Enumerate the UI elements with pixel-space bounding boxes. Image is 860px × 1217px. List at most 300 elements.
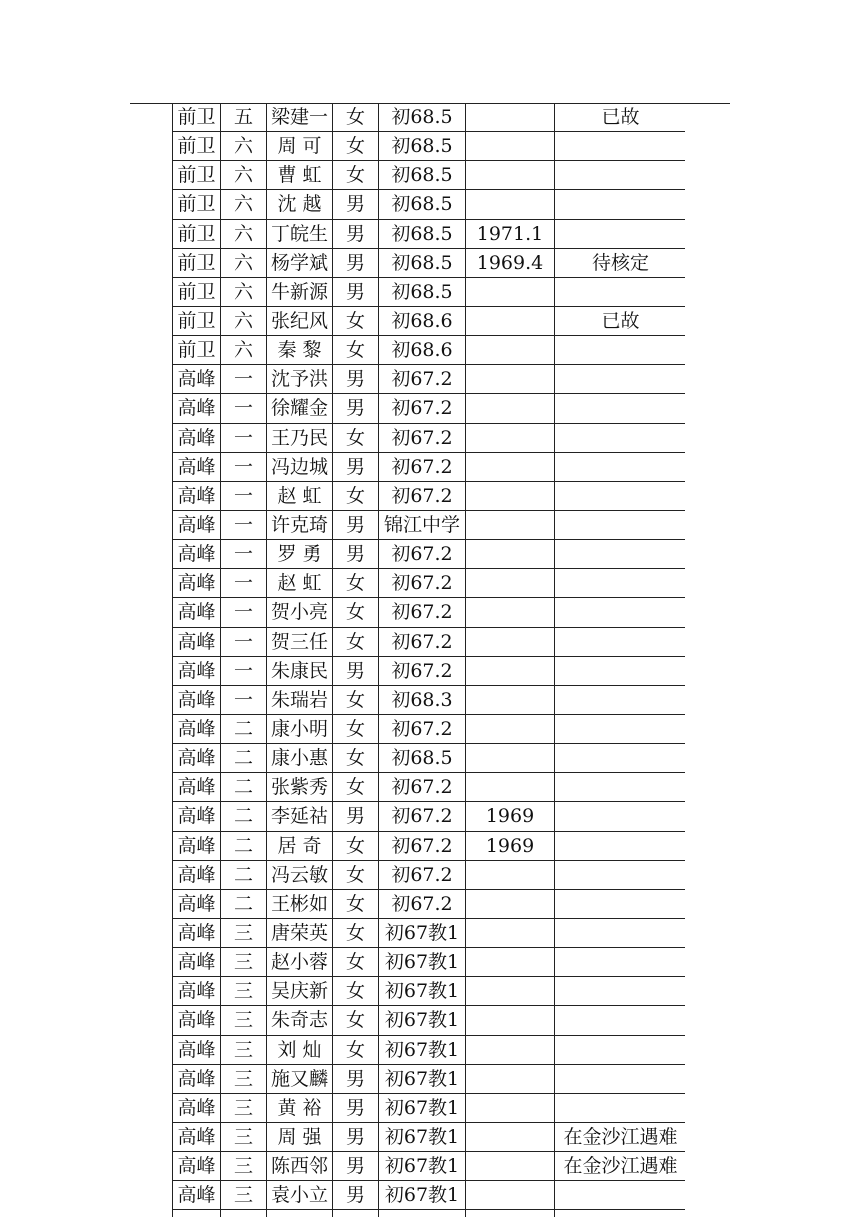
name-cell: 陈西邻 bbox=[267, 1152, 333, 1181]
grade-cell: 初67.2 bbox=[379, 656, 466, 685]
grade-cell: 初67.2 bbox=[379, 481, 466, 510]
class-cell: 一 bbox=[221, 481, 267, 510]
grade-cell: 初67.2 bbox=[379, 627, 466, 656]
date-cell bbox=[466, 132, 555, 161]
grade-cell: 初67教1 bbox=[379, 1181, 466, 1210]
class-cell: 三 bbox=[221, 977, 267, 1006]
school-cell bbox=[173, 1210, 221, 1217]
name-cell: 杨学斌 bbox=[267, 248, 333, 277]
grade-cell: 初67.2 bbox=[379, 598, 466, 627]
class-cell: 二 bbox=[221, 714, 267, 743]
grade-cell: 初68.5 bbox=[379, 103, 466, 132]
table-row bbox=[173, 1152, 686, 1181]
class-cell: 一 bbox=[221, 627, 267, 656]
date-cell bbox=[466, 1152, 555, 1181]
class-cell: 三 bbox=[221, 1035, 267, 1064]
gender-cell: 男 bbox=[333, 802, 379, 831]
name-cell: 赵 虹 bbox=[267, 569, 333, 598]
name-cell: 赵小蓉 bbox=[267, 948, 333, 977]
table-row bbox=[173, 1006, 686, 1035]
table-row bbox=[173, 365, 686, 394]
school-cell: 高峰 bbox=[173, 977, 221, 1006]
grade-cell: 初68.5 bbox=[379, 132, 466, 161]
name-cell: 罗 勇 bbox=[267, 540, 333, 569]
grade-cell: 初67教1 bbox=[379, 1035, 466, 1064]
date-cell bbox=[466, 598, 555, 627]
gender-cell: 男 bbox=[333, 1064, 379, 1093]
school-cell: 高峰 bbox=[173, 598, 221, 627]
name-cell: 徐耀金 bbox=[267, 394, 333, 423]
grade-cell: 初67.2 bbox=[379, 831, 466, 860]
roster-sheet bbox=[172, 103, 685, 1217]
class-cell: 六 bbox=[221, 277, 267, 306]
gender-cell: 男 bbox=[333, 540, 379, 569]
table-row bbox=[173, 860, 686, 889]
gender-cell: 女 bbox=[333, 889, 379, 918]
school-cell: 高峰 bbox=[173, 510, 221, 539]
gender-cell: 女 bbox=[333, 831, 379, 860]
table-row bbox=[173, 918, 686, 947]
table-row bbox=[173, 219, 686, 248]
name-cell: 曹 虹 bbox=[267, 161, 333, 190]
name-cell: 牛新源 bbox=[267, 277, 333, 306]
school-cell: 前卫 bbox=[173, 103, 221, 132]
gender-cell: 女 bbox=[333, 714, 379, 743]
name-cell: 施又麟 bbox=[267, 1064, 333, 1093]
grade-cell: 初68.6 bbox=[379, 336, 466, 365]
school-cell: 高峰 bbox=[173, 423, 221, 452]
date-cell: 1971.1 bbox=[466, 219, 555, 248]
note-cell bbox=[555, 394, 686, 423]
gender-cell: 女 bbox=[333, 1006, 379, 1035]
name-cell: 沈予洪 bbox=[267, 365, 333, 394]
date-cell: 1969.4 bbox=[466, 248, 555, 277]
grade-cell: 初67.2 bbox=[379, 889, 466, 918]
school-cell: 高峰 bbox=[173, 889, 221, 918]
name-cell: 许克琦 bbox=[267, 510, 333, 539]
table-row bbox=[173, 744, 686, 773]
class-cell: 六 bbox=[221, 306, 267, 335]
table-row bbox=[173, 889, 686, 918]
name-cell: 朱瑞岩 bbox=[267, 685, 333, 714]
note-cell bbox=[555, 831, 686, 860]
gender-cell: 女 bbox=[333, 336, 379, 365]
gender-cell: 女 bbox=[333, 1035, 379, 1064]
class-cell: 二 bbox=[221, 744, 267, 773]
grade-cell: 初67.2 bbox=[379, 365, 466, 394]
note-cell bbox=[555, 948, 686, 977]
note-cell: 待核定 bbox=[555, 248, 686, 277]
gender-cell: 女 bbox=[333, 860, 379, 889]
note-cell bbox=[555, 889, 686, 918]
note-cell bbox=[555, 977, 686, 1006]
note-cell: 在金沙江遇难 bbox=[555, 1152, 686, 1181]
name-cell: 沈 越 bbox=[267, 190, 333, 219]
note-cell bbox=[555, 190, 686, 219]
note-cell bbox=[555, 918, 686, 947]
school-cell: 高峰 bbox=[173, 918, 221, 947]
name-cell: 康小惠 bbox=[267, 744, 333, 773]
date-cell bbox=[466, 977, 555, 1006]
table-row bbox=[173, 132, 686, 161]
gender-cell: 女 bbox=[333, 948, 379, 977]
table-row bbox=[173, 977, 686, 1006]
class-cell: 六 bbox=[221, 336, 267, 365]
table-row bbox=[173, 394, 686, 423]
gender-cell: 男 bbox=[333, 1181, 379, 1210]
class-cell: 三 bbox=[221, 1064, 267, 1093]
class-cell: 一 bbox=[221, 365, 267, 394]
class-cell: 五 bbox=[221, 103, 267, 132]
date-cell bbox=[466, 1035, 555, 1064]
gender-cell: 女 bbox=[333, 685, 379, 714]
note-cell bbox=[555, 1093, 686, 1122]
date-cell bbox=[466, 948, 555, 977]
table-row bbox=[173, 948, 686, 977]
school-cell: 前卫 bbox=[173, 190, 221, 219]
grade-cell: 初67.2 bbox=[379, 394, 466, 423]
gender-cell: 男 bbox=[333, 1122, 379, 1151]
grade-cell: 初68.5 bbox=[379, 190, 466, 219]
grade-cell: 初67.2 bbox=[379, 860, 466, 889]
grade-cell: 初68.5 bbox=[379, 161, 466, 190]
school-cell: 高峰 bbox=[173, 365, 221, 394]
table-row bbox=[173, 685, 686, 714]
gender-cell: 男 bbox=[333, 365, 379, 394]
school-cell: 高峰 bbox=[173, 1152, 221, 1181]
date-cell bbox=[466, 365, 555, 394]
table-row bbox=[173, 1064, 686, 1093]
note-cell bbox=[555, 161, 686, 190]
table-row bbox=[173, 510, 686, 539]
date-cell bbox=[466, 1093, 555, 1122]
name-cell: 张紫秀 bbox=[267, 773, 333, 802]
school-cell: 高峰 bbox=[173, 860, 221, 889]
class-cell: 六 bbox=[221, 161, 267, 190]
grade-cell: 初67.2 bbox=[379, 540, 466, 569]
note-cell bbox=[555, 773, 686, 802]
school-cell: 高峰 bbox=[173, 1181, 221, 1210]
grade-cell: 初68.5 bbox=[379, 277, 466, 306]
table-row bbox=[173, 598, 686, 627]
school-cell: 前卫 bbox=[173, 248, 221, 277]
school-cell: 高峰 bbox=[173, 452, 221, 481]
grade-cell: 初67.2 bbox=[379, 802, 466, 831]
class-cell: 一 bbox=[221, 598, 267, 627]
date-cell bbox=[466, 656, 555, 685]
table-row bbox=[173, 306, 686, 335]
gender-cell: 男 bbox=[333, 1152, 379, 1181]
note-cell bbox=[555, 656, 686, 685]
name-cell: 唐荣英 bbox=[267, 918, 333, 947]
note-cell: 在金沙江遇难 bbox=[555, 1122, 686, 1151]
note-cell bbox=[555, 365, 686, 394]
grade-cell: 初67教1 bbox=[379, 1006, 466, 1035]
grade-cell: 初67教1 bbox=[379, 1152, 466, 1181]
school-cell: 高峰 bbox=[173, 1006, 221, 1035]
name-cell: 黄 裕 bbox=[267, 1093, 333, 1122]
name-cell: 周 强 bbox=[267, 1122, 333, 1151]
grade-cell: 初67教1 bbox=[379, 1122, 466, 1151]
class-cell: 一 bbox=[221, 452, 267, 481]
name-cell: 贺三任 bbox=[267, 627, 333, 656]
note-cell bbox=[555, 132, 686, 161]
school-cell: 高峰 bbox=[173, 481, 221, 510]
date-cell bbox=[466, 744, 555, 773]
note-cell bbox=[555, 423, 686, 452]
table-row bbox=[173, 1035, 686, 1064]
date-cell bbox=[466, 103, 555, 132]
date-cell bbox=[466, 860, 555, 889]
date-cell bbox=[466, 627, 555, 656]
table-row bbox=[173, 569, 686, 598]
grade-cell: 初67.2 bbox=[379, 773, 466, 802]
note-cell bbox=[555, 802, 686, 831]
gender-cell: 女 bbox=[333, 918, 379, 947]
grade-cell: 初67.2 bbox=[379, 452, 466, 481]
school-cell: 高峰 bbox=[173, 1064, 221, 1093]
school-cell: 前卫 bbox=[173, 132, 221, 161]
roster-body bbox=[173, 103, 686, 1217]
name-cell: 居 奇 bbox=[267, 831, 333, 860]
date-cell bbox=[466, 1122, 555, 1151]
class-cell: 一 bbox=[221, 685, 267, 714]
gender-cell: 男 bbox=[333, 190, 379, 219]
gender-cell: 女 bbox=[333, 103, 379, 132]
name-cell: 刘 灿 bbox=[267, 1035, 333, 1064]
class-cell: 二 bbox=[221, 831, 267, 860]
note-cell bbox=[555, 714, 686, 743]
table-row bbox=[173, 103, 686, 132]
date-cell bbox=[466, 1181, 555, 1210]
note-cell bbox=[555, 540, 686, 569]
grade-cell: 锦江中学 bbox=[379, 510, 466, 539]
name-cell: 张纪风 bbox=[267, 306, 333, 335]
gender-cell: 女 bbox=[333, 481, 379, 510]
school-cell: 高峰 bbox=[173, 744, 221, 773]
school-cell: 高峰 bbox=[173, 656, 221, 685]
date-cell bbox=[466, 452, 555, 481]
grade-cell: 初67教1 bbox=[379, 918, 466, 947]
name-cell: 王乃民 bbox=[267, 423, 333, 452]
gender-cell: 女 bbox=[333, 132, 379, 161]
grade-cell: 初67.2 bbox=[379, 423, 466, 452]
gender-cell bbox=[333, 1210, 379, 1217]
gender-cell: 男 bbox=[333, 452, 379, 481]
date-cell bbox=[466, 1064, 555, 1093]
gender-cell: 女 bbox=[333, 161, 379, 190]
date-cell bbox=[466, 540, 555, 569]
name-cell: 朱康民 bbox=[267, 656, 333, 685]
table-row bbox=[173, 802, 686, 831]
gender-cell: 女 bbox=[333, 306, 379, 335]
name-cell: 李延祜 bbox=[267, 802, 333, 831]
class-cell: 三 bbox=[221, 1122, 267, 1151]
date-cell bbox=[466, 306, 555, 335]
note-cell bbox=[555, 219, 686, 248]
date-cell bbox=[466, 190, 555, 219]
date-cell bbox=[466, 714, 555, 743]
school-cell: 前卫 bbox=[173, 161, 221, 190]
table-row bbox=[173, 190, 686, 219]
class-cell: 六 bbox=[221, 190, 267, 219]
date-cell bbox=[466, 481, 555, 510]
note-cell bbox=[555, 744, 686, 773]
gender-cell: 女 bbox=[333, 977, 379, 1006]
gender-cell: 男 bbox=[333, 394, 379, 423]
grade-cell: 初68.5 bbox=[379, 248, 466, 277]
name-cell: 吴庆新 bbox=[267, 977, 333, 1006]
name-cell: 梁建一 bbox=[267, 103, 333, 132]
table-row bbox=[173, 714, 686, 743]
class-cell: 一 bbox=[221, 510, 267, 539]
table-row bbox=[173, 1181, 686, 1210]
class-cell: 三 bbox=[221, 1181, 267, 1210]
date-cell bbox=[466, 277, 555, 306]
school-cell: 高峰 bbox=[173, 1035, 221, 1064]
school-cell: 高峰 bbox=[173, 1122, 221, 1151]
date-cell bbox=[466, 161, 555, 190]
class-cell: 三 bbox=[221, 1093, 267, 1122]
school-cell: 高峰 bbox=[173, 540, 221, 569]
gender-cell: 男 bbox=[333, 277, 379, 306]
note-cell bbox=[555, 569, 686, 598]
school-cell: 前卫 bbox=[173, 277, 221, 306]
gender-cell: 女 bbox=[333, 627, 379, 656]
name-cell: 朱奇志 bbox=[267, 1006, 333, 1035]
table-row bbox=[173, 540, 686, 569]
table-row bbox=[173, 627, 686, 656]
table-row bbox=[173, 161, 686, 190]
class-cell: 六 bbox=[221, 248, 267, 277]
note-cell bbox=[555, 277, 686, 306]
grade-cell: 初67.2 bbox=[379, 714, 466, 743]
grade-cell: 初67教1 bbox=[379, 977, 466, 1006]
date-cell: 1969 bbox=[466, 831, 555, 860]
note-cell bbox=[555, 860, 686, 889]
date-cell: 1969 bbox=[466, 802, 555, 831]
note-cell bbox=[555, 1210, 686, 1217]
school-cell: 高峰 bbox=[173, 569, 221, 598]
class-cell: 二 bbox=[221, 860, 267, 889]
grade-cell: 初67.2 bbox=[379, 569, 466, 598]
date-cell bbox=[466, 510, 555, 539]
gender-cell: 女 bbox=[333, 569, 379, 598]
grade-cell: 初68.5 bbox=[379, 219, 466, 248]
name-cell: 康小明 bbox=[267, 714, 333, 743]
name-cell: 袁小立 bbox=[267, 1181, 333, 1210]
name-cell: 冯云敏 bbox=[267, 860, 333, 889]
class-cell: 三 bbox=[221, 1006, 267, 1035]
name-cell: 丁皖生 bbox=[267, 219, 333, 248]
note-cell bbox=[555, 336, 686, 365]
class-cell: 三 bbox=[221, 918, 267, 947]
note-cell bbox=[555, 452, 686, 481]
date-cell bbox=[466, 394, 555, 423]
note-cell: 已故 bbox=[555, 306, 686, 335]
name-cell: 冯边城 bbox=[267, 452, 333, 481]
name-cell: 周 可 bbox=[267, 132, 333, 161]
note-cell bbox=[555, 1181, 686, 1210]
table-row bbox=[173, 423, 686, 452]
gender-cell: 女 bbox=[333, 423, 379, 452]
grade-cell: 初67教1 bbox=[379, 1064, 466, 1093]
note-cell: 已故 bbox=[555, 103, 686, 132]
note-cell bbox=[555, 685, 686, 714]
gender-cell: 女 bbox=[333, 744, 379, 773]
class-cell: 二 bbox=[221, 802, 267, 831]
class-cell: 三 bbox=[221, 948, 267, 977]
gender-cell: 男 bbox=[333, 219, 379, 248]
gender-cell: 男 bbox=[333, 248, 379, 277]
gender-cell: 女 bbox=[333, 773, 379, 802]
school-cell: 高峰 bbox=[173, 627, 221, 656]
class-cell: 一 bbox=[221, 423, 267, 452]
gender-cell: 男 bbox=[333, 1093, 379, 1122]
date-cell bbox=[466, 1210, 555, 1217]
table-row bbox=[173, 481, 686, 510]
note-cell bbox=[555, 598, 686, 627]
class-cell: 三 bbox=[221, 1152, 267, 1181]
class-cell bbox=[221, 1210, 267, 1217]
grade-cell: 初68.6 bbox=[379, 306, 466, 335]
school-cell: 高峰 bbox=[173, 685, 221, 714]
date-cell bbox=[466, 1006, 555, 1035]
class-cell: 二 bbox=[221, 889, 267, 918]
date-cell bbox=[466, 889, 555, 918]
grade-cell bbox=[379, 1210, 466, 1217]
class-cell: 六 bbox=[221, 219, 267, 248]
grade-cell: 初68.5 bbox=[379, 744, 466, 773]
grade-cell: 初67教1 bbox=[379, 1093, 466, 1122]
school-cell: 高峰 bbox=[173, 802, 221, 831]
class-cell: 一 bbox=[221, 540, 267, 569]
date-cell bbox=[466, 423, 555, 452]
name-cell: 王彬如 bbox=[267, 889, 333, 918]
class-cell: 一 bbox=[221, 656, 267, 685]
name-cell: 赵 虹 bbox=[267, 481, 333, 510]
school-cell: 前卫 bbox=[173, 219, 221, 248]
table-row bbox=[173, 452, 686, 481]
name-cell: 秦 黎 bbox=[267, 336, 333, 365]
date-cell bbox=[466, 773, 555, 802]
table-row bbox=[173, 336, 686, 365]
school-cell: 高峰 bbox=[173, 1093, 221, 1122]
roster-table bbox=[172, 103, 685, 1217]
date-cell bbox=[466, 685, 555, 714]
table-row bbox=[173, 656, 686, 685]
school-cell: 前卫 bbox=[173, 306, 221, 335]
table-row bbox=[173, 773, 686, 802]
table-row bbox=[173, 1093, 686, 1122]
grade-cell: 初68.3 bbox=[379, 685, 466, 714]
class-cell: 六 bbox=[221, 132, 267, 161]
school-cell: 高峰 bbox=[173, 773, 221, 802]
gender-cell: 女 bbox=[333, 598, 379, 627]
school-cell: 高峰 bbox=[173, 831, 221, 860]
school-cell: 高峰 bbox=[173, 948, 221, 977]
name-cell bbox=[267, 1210, 333, 1217]
note-cell bbox=[555, 1006, 686, 1035]
class-cell: 一 bbox=[221, 569, 267, 598]
date-cell bbox=[466, 336, 555, 365]
note-cell bbox=[555, 481, 686, 510]
table-row bbox=[173, 277, 686, 306]
note-cell bbox=[555, 510, 686, 539]
table-row bbox=[173, 1210, 686, 1217]
table-row bbox=[173, 1122, 686, 1151]
note-cell bbox=[555, 1035, 686, 1064]
